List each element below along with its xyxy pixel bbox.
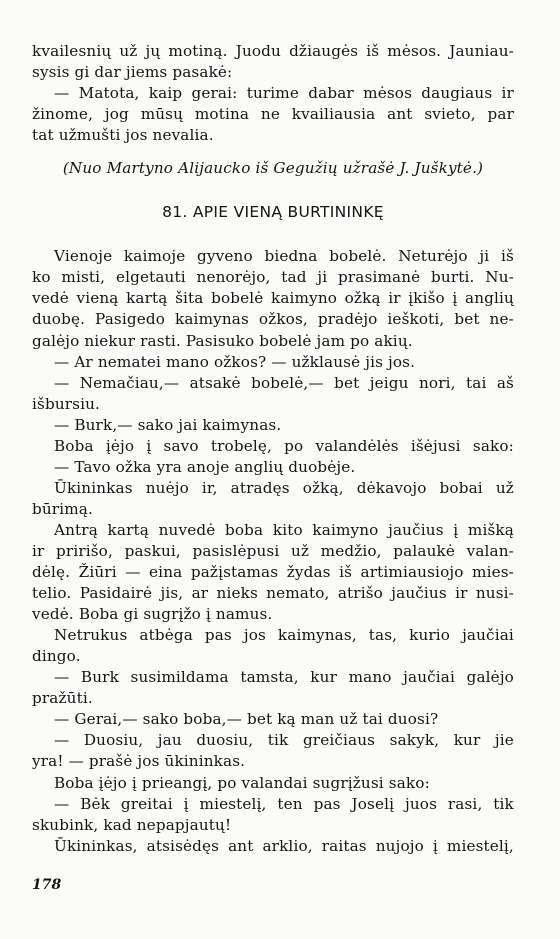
text-line: skubink, kad nepapjautų! <box>32 815 232 834</box>
text-line: Antrą kartą nuvedė boba kito kaimyno jaučius į mišką <box>54 520 514 539</box>
text-line: — Duosiu, jau duosiu, tik greičiaus sakyk, kur jie <box>54 731 514 750</box>
page-number: 178 <box>32 877 62 893</box>
text-line: Boba įėjo į prieangį, po valandai sugrįžusi sako: <box>54 773 430 792</box>
text-line: dingo. <box>32 647 81 666</box>
text-line: — Gerai,— sako boba,— bet ką man už tai duosi? <box>54 710 439 729</box>
text-line: dėlę. Žiūri — eina pažįstamas žydas iš artimiausiojo mies- <box>32 563 514 582</box>
text-line: tat užmušti jos nevalia. <box>32 126 214 145</box>
page-body <box>32 41 514 857</box>
text-line: Ūkininkas, atsisėdęs ant arklio, raitas nujojo į miestelį, <box>54 836 514 855</box>
text-line: Ūkininkas nuėjo ir, atradęs ožką, dėkavojo bobai už <box>54 478 514 497</box>
text-line: — Burk susimildama tamsta, kur mano jaučiai galėjo <box>54 668 514 687</box>
text-line: išbursiu. <box>32 394 101 413</box>
text-line: — Nemačiau,— atsakė bobelė,— bet jeigu nori, tai aš <box>54 373 514 392</box>
text-line: — Burk,— sako jai kaimynas. <box>54 415 282 434</box>
text-line: galėjo niekur rasti. Pasisuko bobelė jam po akių. <box>32 331 413 350</box>
text-line: — Bėk greitai į miestelį, ten pas Joselį juos rasi, tik <box>54 794 514 813</box>
text-line: — Ar nematei mano ožkos? — užklausė jis jos. <box>54 352 416 371</box>
story-text <box>32 246 514 856</box>
text-line: ko misti, elgetauti nenorėjo, tad ji prasimanė burti. Nu- <box>32 268 514 287</box>
text-line: telio. Pasidairė jis, ar nieks nemato, atrišo jaučius ir nusi- <box>32 584 514 603</box>
text-line: — Tavo ožka yra anoje anglių duobėje. <box>54 457 356 476</box>
text-line: pražūti. <box>32 689 93 708</box>
text-line: duobę. Pasigedo kaimynas ožkos, pradėjo ieškoti, bet ne- <box>32 310 514 329</box>
text-line: Netrukus atbėga pas jos kaimynas, tas, kurio jaučiai <box>54 626 514 645</box>
story-heading: 81. APIE VIENĄ BURTININKĘ <box>162 203 384 222</box>
text-line: sysis gi dar jiems pasakė: <box>32 63 233 82</box>
text-line: būrimą. <box>32 499 93 518</box>
text-line: — Matota, kaip gerai: turime dabar mėsos daugiaus ir <box>54 84 514 103</box>
text-line: ir pririšo, paskui, pasislėpusi už medžio, palaukė valan- <box>32 541 514 560</box>
text-line: Boba įėjo į savo trobelę, po valandėlės išėjusi sako: <box>54 436 514 455</box>
text-line: kvailesnių už jų motiną. Juodu džiaugės iš mėsos. Jauniau- <box>32 42 514 60</box>
previous-story-ending <box>32 41 514 146</box>
text-line: vedė. Boba gi sugrįžo į namus. <box>32 605 273 624</box>
text-line: Vienoje kaimoje gyveno biedna bobelė. Neturėjo ji iš <box>54 247 514 266</box>
text-line: yra! — prašė jos ūkininkas. <box>32 752 246 771</box>
text-line: žinome, jog mūsų motina ne kvailiausia ant svieto, par <box>32 105 514 124</box>
source-note: (Nuo Martyno Alijaucko iš Gegužių užrašė J. Juškytė.) <box>62 159 484 178</box>
text-line: vedė vieną kartą šita bobelė kaimyno ožką ir įkišo į anglių <box>32 289 514 308</box>
